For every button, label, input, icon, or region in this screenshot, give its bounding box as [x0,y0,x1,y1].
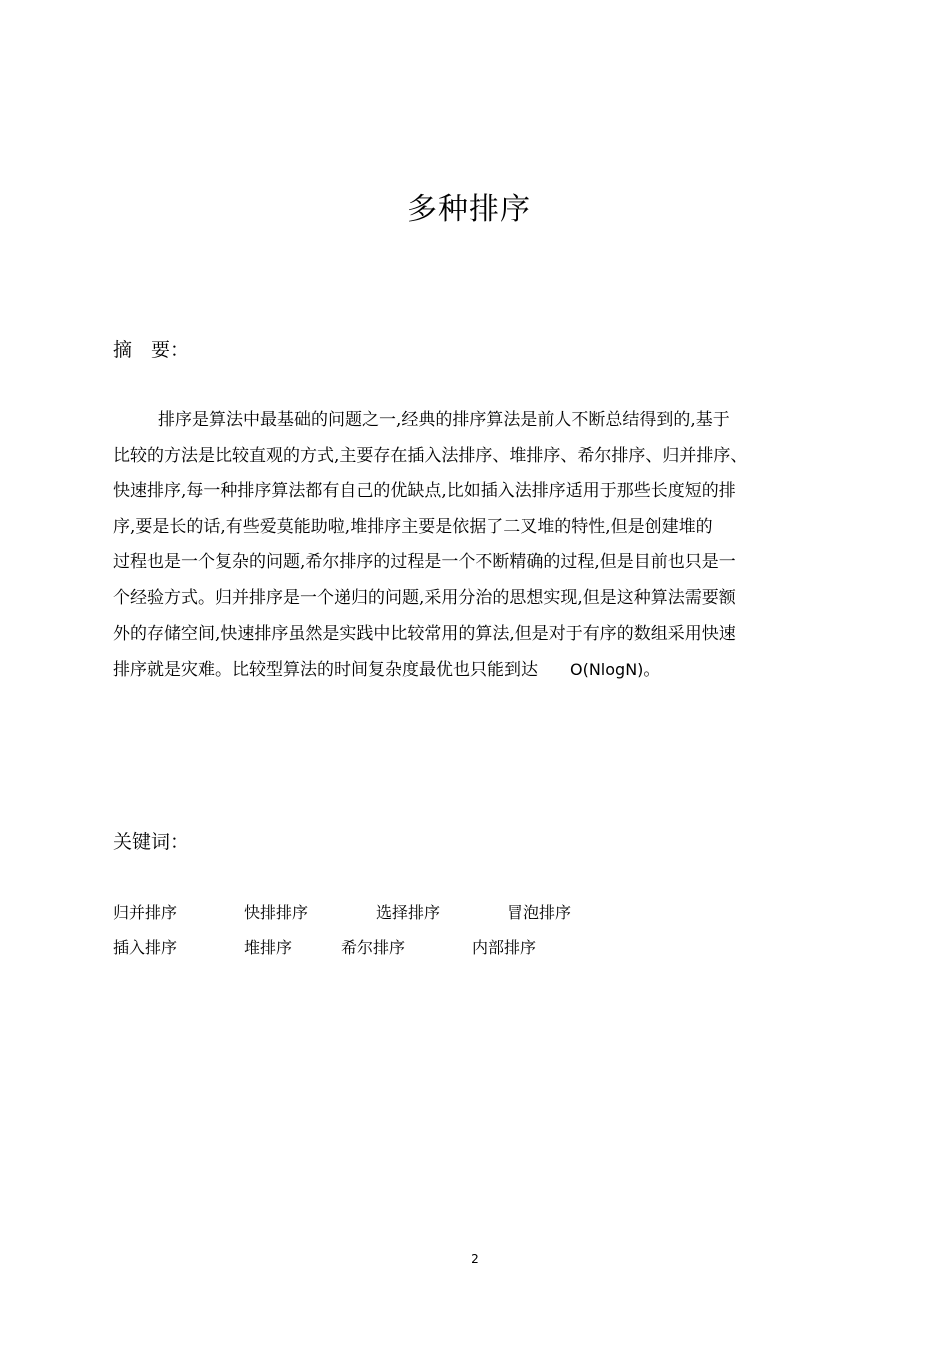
keyword: 快排排序 [244,903,309,922]
abstract-line: 比较的方法是比较直观的方式,主要存在插入法排序、堆排序、希尔排序、归并排序、 [113,445,748,466]
complexity-notation: O(NlogN) [570,660,644,680]
keyword: 插入排序 [113,938,178,957]
abstract-final-period: 。 [643,660,661,681]
abstract-line: 快速排序,每一种排序算法都有自己的优缺点,比如插入法排序适用于那些长度短的排 [113,481,736,502]
page-number: 2 [471,1252,479,1266]
keywords-label: 关键词： [113,831,190,853]
abstract-line-text: 排序就是灾难。比较型算法的时间复杂度最优也只能到达 [113,660,538,681]
keyword: 堆排序 [244,938,293,957]
document-title: 多种排序 [407,192,531,227]
keyword: 冒泡排序 [507,903,572,922]
abstract-line: 排序是算法中最基础的问题之一,经典的排序算法是前人不断总结得到的,基于 [158,410,730,430]
abstract-label: 摘 要： [113,339,190,361]
abstract-line: 外的存储空间,快速排序虽然是实践中比较常用的算法,但是对于有序的数组采用快速 [113,623,736,644]
abstract-line: 过程也是一个复杂的问题,希尔排序的过程是一个不断精确的过程,但是目前也只是一 [113,552,736,573]
abstract-body [113,403,803,688]
keyword: 内部排序 [472,938,537,957]
abstract-last-line [113,652,803,688]
keyword: 选择排序 [376,903,441,922]
keyword: 希尔排序 [341,938,406,957]
abstract-line: 个经验方式。归并排序是一个递归的问题,采用分治的思想实现,但是这种算法需要额 [113,587,736,608]
keyword: 归并排序 [113,903,178,922]
abstract-line: 序,要是长的话,有些爱莫能助啦,堆排序主要是依据了二叉堆的特性,但是创建堆的 [113,516,713,537]
